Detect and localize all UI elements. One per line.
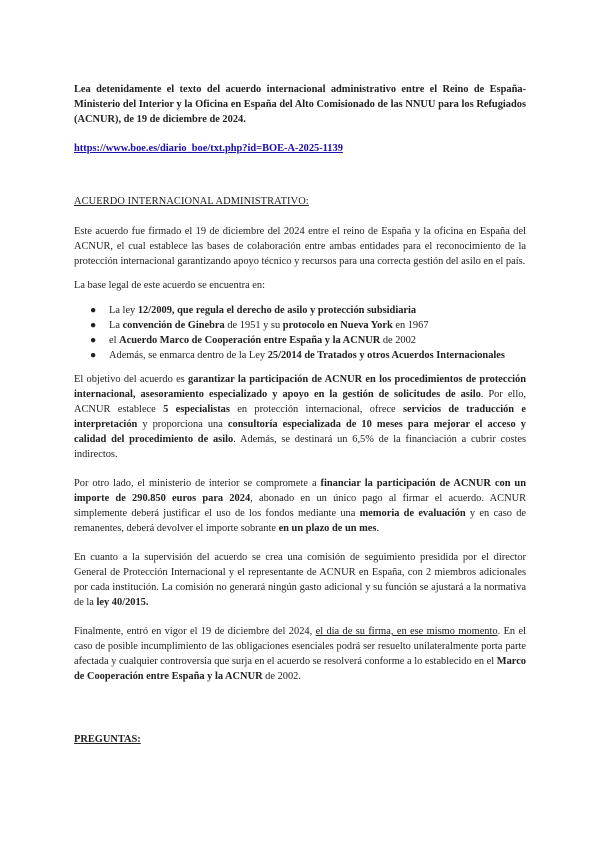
bullet-icon: ● — [90, 350, 97, 361]
boe-link[interactable]: https://www.boe.es/diario_boe/txt.php?id=BOE-A-2025-1139 — [74, 143, 343, 154]
bullet-icon: ● — [90, 305, 97, 316]
legal-basis-list — [74, 303, 526, 363]
paragraph-firma: Este acuerdo fue firmado el 19 de diciembre del 2024 entre el reino de España y la oficina en España del ACNUR, el cual establece las bases de colaboración entre ambas entidades para el reconocimiento de la protección internacional garantizando apoyo técnico y recursos para una correcta gestión del asilo en el país. — [74, 226, 526, 267]
bullet-icon: ● — [90, 335, 97, 346]
intro-paragraph: Lea detenidamente el texto del acuerdo internacional administrativo entre el Reino de España-Ministerio del Interior y la Oficina en España del Alto Comisionado de las NNUU para los Refugiados (ACNUR), de 19 de diciembre de 2024. — [74, 84, 526, 125]
list-item: ● el Acuerdo Marco de Cooperación entre España y la ACNUR de 2002 — [90, 335, 417, 346]
list-item: ● La convención de Ginebra de 1951 y su protocolo en Nueva York en 1967 — [90, 320, 429, 331]
paragraph-vigor: Finalmente, entró en vigor el 19 de diciembre del 2024, el día de su firma, en ese mismo momento. En el caso de posible incumplimiento de las obligaciones esenciales podrá ser resuelto unilateralmente porta parte afectada y cualquier controversia que surja en el acuerdo se resolverá conforme a lo establecido en el Marco de Cooperación entre España y la ACNUR de 2002. — [74, 626, 526, 682]
paragraph-objetivo: El objetivo del acuerdo es garantizar la participación de ACNUR en los procedimientos de protección internacional, asesoramiento especializado y apoyo en la gestión de solicitudes de asilo. Por ello, ACNUR establece 5 especialistas en protección internacional, ofrece servicios de traducción e interpretación y proporciona una consultoría especializada de 10 meses para mejorar el acceso y calidad del procedimiento de asilo. Además, se destinará un 6,5% de la financiación a cubrir costes indirectos. — [74, 374, 527, 460]
list-item: ● Además, se enmarca dentro de la Ley 25/2014 de Tratados y otros Acuerdos Internacionales — [90, 350, 505, 361]
bullet-icon: ● — [90, 320, 97, 331]
paragraph-financiacion: Por otro lado, el ministerio de interior se compromete a financiar la participación de ACNUR con un importe de 290.850 euros para 2024, abonado en un único pago al firmar el acuerdo. ACNUR simplemente deberá justificar el uso de los fondos mediante una memoria de evaluación y en caso de remanentes, deberá devolver el importe sobrante en un plazo de un mes. — [74, 478, 527, 534]
paragraph-supervision: En cuanto a la supervisión del acuerdo se crea una comisión de seguimiento presidida por el director General de Protección Internacional y el representante de ACNUR en España, con 2 miembros adicionales por cada institución. La comisión no generará ningún gasto adicional y su función se ajustará a la normativa de la ley 40/2015. — [74, 552, 526, 608]
section-heading-preguntas: PREGUNTAS: — [74, 734, 141, 745]
list-item: ● La ley 12/2009, que regula el derecho de asilo y protección subsidiaria — [90, 305, 417, 316]
paragraph-base-legal: La base legal de este acuerdo se encuentra en: — [74, 280, 265, 291]
section-heading-acuerdo: ACUERDO INTERNACIONAL ADMINISTRATIVO: — [74, 196, 309, 207]
document-page — [74, 82, 526, 747]
